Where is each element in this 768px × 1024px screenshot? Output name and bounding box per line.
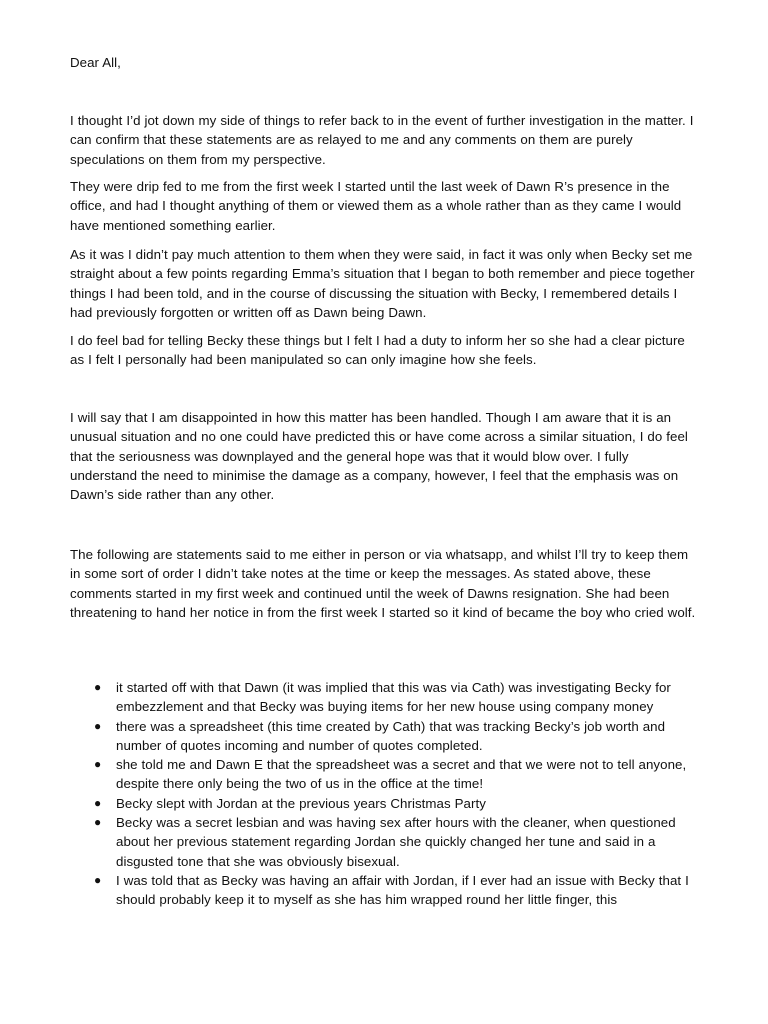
paragraph: As it was I didn’t pay much attention to them when they were said, in fact it was only when Becky set me straight about a few points regarding Emma’s situation that I began to both remember and piece together things I had been told, and in the course of discussing the situation with Becky, I remembered details I had previously forgotten or written off as Dawn being Dawn. [70, 247, 695, 320]
list-item-text: Becky was a secret lesbian and was having sex after hours with the cleaner, when questioned about her previous statement regarding Jordan she quickly changed her tune and said in a disgusted tone that she was obviously bisexual. [116, 815, 676, 869]
greeting: Dear All, [70, 55, 121, 70]
list-item-text: I was told that as Becky was having an affair with Jordan, if I ever had an issue with Becky that I should probably keep it to myself as she has him wrapped round her little finger, this [116, 872, 689, 908]
paragraph: I thought I’d jot down my side of things to refer back to in the event of further investigation in the matter. I can confirm that these statements are as relayed to me and any comments on them are purely speculations on them from my perspective. [70, 113, 694, 167]
bullet-icon: ● [94, 795, 102, 810]
list-item [94, 678, 698, 717]
paragraph: I do feel bad for telling Becky these things but I felt I had a duty to inform her so she had a clear picture as I felt I personally had been manipulated so can only imagine how she feels. [70, 333, 685, 368]
list-item-text: there was a spreadsheet (this time created by Cath) that was tracking Becky’s job worth and number of quotes incoming and number of quotes completed. [116, 718, 666, 753]
bullet-icon: ● [94, 757, 102, 772]
bullet-icon: ● [94, 680, 102, 694]
paragraph: They were drip fed to me from the first week I started until the last week of Dawn R’s presence in the office, and had I thought anything of them or viewed them as a whole rather than as they came I would have mentioned something earlier. [70, 179, 682, 233]
bullet-icon: ● [94, 718, 102, 733]
bullet-icon: ● [94, 815, 102, 830]
list-item [94, 813, 698, 871]
paragraph: The following are statements said to me either in person or via whatsapp, and whilst I’ll try to keep them in some sort of order I didn’t take notes at the time or keep the messages. As stated above, these comments started in my first week and continued until the week of Dawns resignation. She had been threatening to hand her notice in from the first week I started so it kind of became the boy who cried wolf. [70, 547, 696, 620]
bullet-icon: ● [94, 872, 102, 887]
list-item-text: Becky slept with Jordan at the previous years Christmas Party [116, 795, 486, 811]
list-item [94, 871, 698, 910]
list-item-text: she told me and Dawn E that the spreadsheet was a secret and that we were not to tell anyone, despite there only being the two of us in the office at the time! [116, 757, 687, 792]
list-item [94, 755, 698, 794]
list-item [94, 794, 698, 813]
list-item [94, 717, 698, 756]
statement-list [94, 678, 698, 910]
list-item-text: it started off with that Dawn (it was implied that this was via Cath) was investigating Becky for embezzlement and that Becky was buying items for her new house using company money [116, 680, 671, 715]
paragraph: I will say that I am disappointed in how this matter has been handled. Though I am aware that it is an unusual situation and no one could have predicted this or have come across a similar situation, I do feel that the seriousness was downplayed and the general hope was that it would blow over. I fully understand the need to minimise the damage as a company, however, I feel that the emphasis was on Dawn’s side rather than any other. [70, 410, 688, 503]
